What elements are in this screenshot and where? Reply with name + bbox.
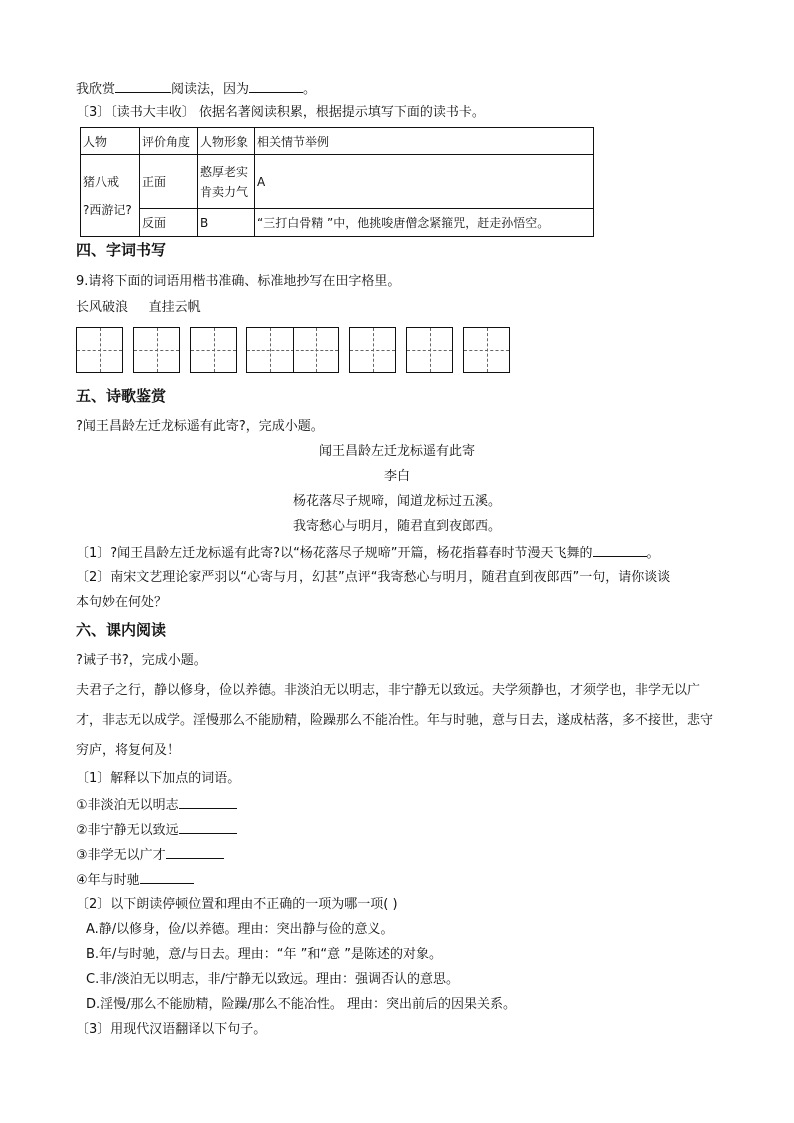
- person-cell: [81, 155, 140, 237]
- blank-field[interactable]: [140, 871, 194, 884]
- table-row: [81, 155, 594, 209]
- option-a[interactable]: A.静/以修身，俭/以养德。理由：突出静与俭的意义。: [86, 922, 394, 937]
- example-negative: “三打白骨精 ”中，他挑唆唐僧念紧箍咒，赶走孙悟空。: [255, 209, 594, 237]
- term-item-text: ④年与时驰: [76, 873, 140, 888]
- reading-question-3: 〔3〕用现代汉语翻译以下句子。: [76, 1022, 267, 1037]
- writing-grid-cell[interactable]: [190, 327, 237, 373]
- poem-question-2: 〔2〕南宋文艺理论家严羽以“心寄与月，幻甚”点评“我寄愁心与明月，随君直到夜郎西”一句，请你谈谈: [76, 570, 671, 585]
- appreciate-mid-text: 阅读法，因为: [171, 82, 250, 97]
- book-title: ?西游记?: [83, 202, 132, 217]
- copy-words: 长风破浪 直挂云帆: [76, 300, 201, 315]
- question-3-reading-card: 〔3〕〔读书大丰收〕 依据名著阅读积累，根据提示填写下面的读书卡。: [76, 105, 485, 120]
- section-5-title: 五、诗歌鉴赏: [76, 387, 167, 405]
- poem-line-1: 杨花落尽子规啼，闻道龙标过五溪。: [292, 494, 501, 509]
- period: 。: [646, 546, 660, 561]
- writing-grid-cell[interactable]: [133, 327, 180, 373]
- reading-question-2: 〔2〕以下朗读停顿位置和理由不正确的一项为哪一项( ): [76, 897, 398, 912]
- header-person: 人物: [81, 128, 140, 155]
- blank-field[interactable]: [593, 544, 647, 557]
- term-item-1: [76, 796, 237, 815]
- header-image: 人物形象: [198, 128, 255, 155]
- header-example: 相关情节举例: [255, 128, 594, 155]
- reading-card-table: [80, 127, 594, 237]
- blank-field[interactable]: [115, 80, 171, 93]
- section-6-title: 六、课内阅读: [76, 621, 167, 639]
- section-4-title: 四、字词书写: [76, 241, 167, 259]
- reading-intro: ?诫子书?，完成小题。: [76, 653, 207, 668]
- appreciate-text: 我欣赏: [76, 82, 116, 97]
- poem-intro: ?闻王昌龄左迁龙标遥有此寄?，完成小题。: [76, 419, 324, 434]
- question-9: 9.请将下面的词语用楷书准确、标准地抄写在田字格里。: [76, 274, 401, 289]
- image-positive: [198, 155, 255, 209]
- reading-question-1: 〔1〕解释以下加点的词语。: [76, 771, 241, 786]
- appreciate-line: [76, 80, 316, 99]
- table-header-row: [81, 128, 594, 155]
- person-name: 猪八戒: [83, 174, 120, 189]
- option-b[interactable]: B.年/与时驰，意/与日去。理由：“年 ”和“意 ”是陈述的对象。: [86, 947, 443, 962]
- angle-positive: 正面: [140, 155, 198, 209]
- term-item-2: [76, 821, 237, 840]
- writing-grid-cell[interactable]: [76, 327, 123, 373]
- classical-passage: 夫君子之行，静以修身，俭以养德。非淡泊无以明志，非宁静无以致远。夫学须静也，才须学也，非学无以广才，非志无以成学。淫慢那么不能励精，险躁那么不能冶性。年与时驰，意与日去，遂成枯落，多不接世，悲守穷庐，将复何及！: [76, 683, 714, 758]
- term-item-text: ②非宁静无以致远: [76, 823, 179, 838]
- blank-field[interactable]: [249, 80, 303, 93]
- term-item-3: [76, 846, 224, 865]
- writing-grid-cell[interactable]: [406, 327, 453, 373]
- term-item-text: ③非学无以广才: [76, 848, 166, 863]
- poem-author: 李白: [383, 469, 410, 484]
- writing-grid-cell[interactable]: [463, 327, 510, 373]
- example-positive-answer[interactable]: A: [255, 155, 594, 209]
- blank-field[interactable]: [166, 846, 224, 859]
- poem-question-1-text: 〔1〕?闻王昌龄左迁龙标遥有此寄?以“杨花落尽子规啼”开篇，杨花指暮春时节漫天飞舞的: [76, 546, 593, 561]
- poem-question-1: [76, 544, 660, 563]
- image-negative-answer[interactable]: B: [198, 209, 255, 237]
- image-line-2: 肯卖力气: [200, 184, 249, 199]
- poem-title: 闻王昌龄左迁龙标遥有此寄: [318, 444, 475, 459]
- term-item-text: ①非淡泊无以明志: [76, 798, 179, 813]
- table-row: [81, 209, 594, 237]
- option-d[interactable]: D.淫慢/那么不能励精，险躁/那么不能冶性。 理由：突出前后的因果关系。: [86, 997, 517, 1012]
- angle-negative: 反面: [140, 209, 198, 237]
- image-line-1: 憨厚老实: [200, 164, 249, 179]
- poem-line-2: 我寄愁心与明月，随君直到夜郎西。: [292, 519, 501, 534]
- writing-grid-cell[interactable]: [349, 327, 396, 373]
- blank-field[interactable]: [179, 796, 237, 809]
- poem-question-2-cont: 本句妙在何处？: [76, 595, 168, 610]
- option-c[interactable]: C.非/淡泊无以明志，非/宁静无以致远。理由：强调否认的意思。: [86, 972, 459, 987]
- term-item-4: [76, 871, 194, 890]
- header-angle: 评价角度: [140, 128, 198, 155]
- blank-field[interactable]: [179, 821, 237, 834]
- period: 。: [303, 82, 317, 97]
- writing-grid-double-cell[interactable]: [246, 327, 339, 373]
